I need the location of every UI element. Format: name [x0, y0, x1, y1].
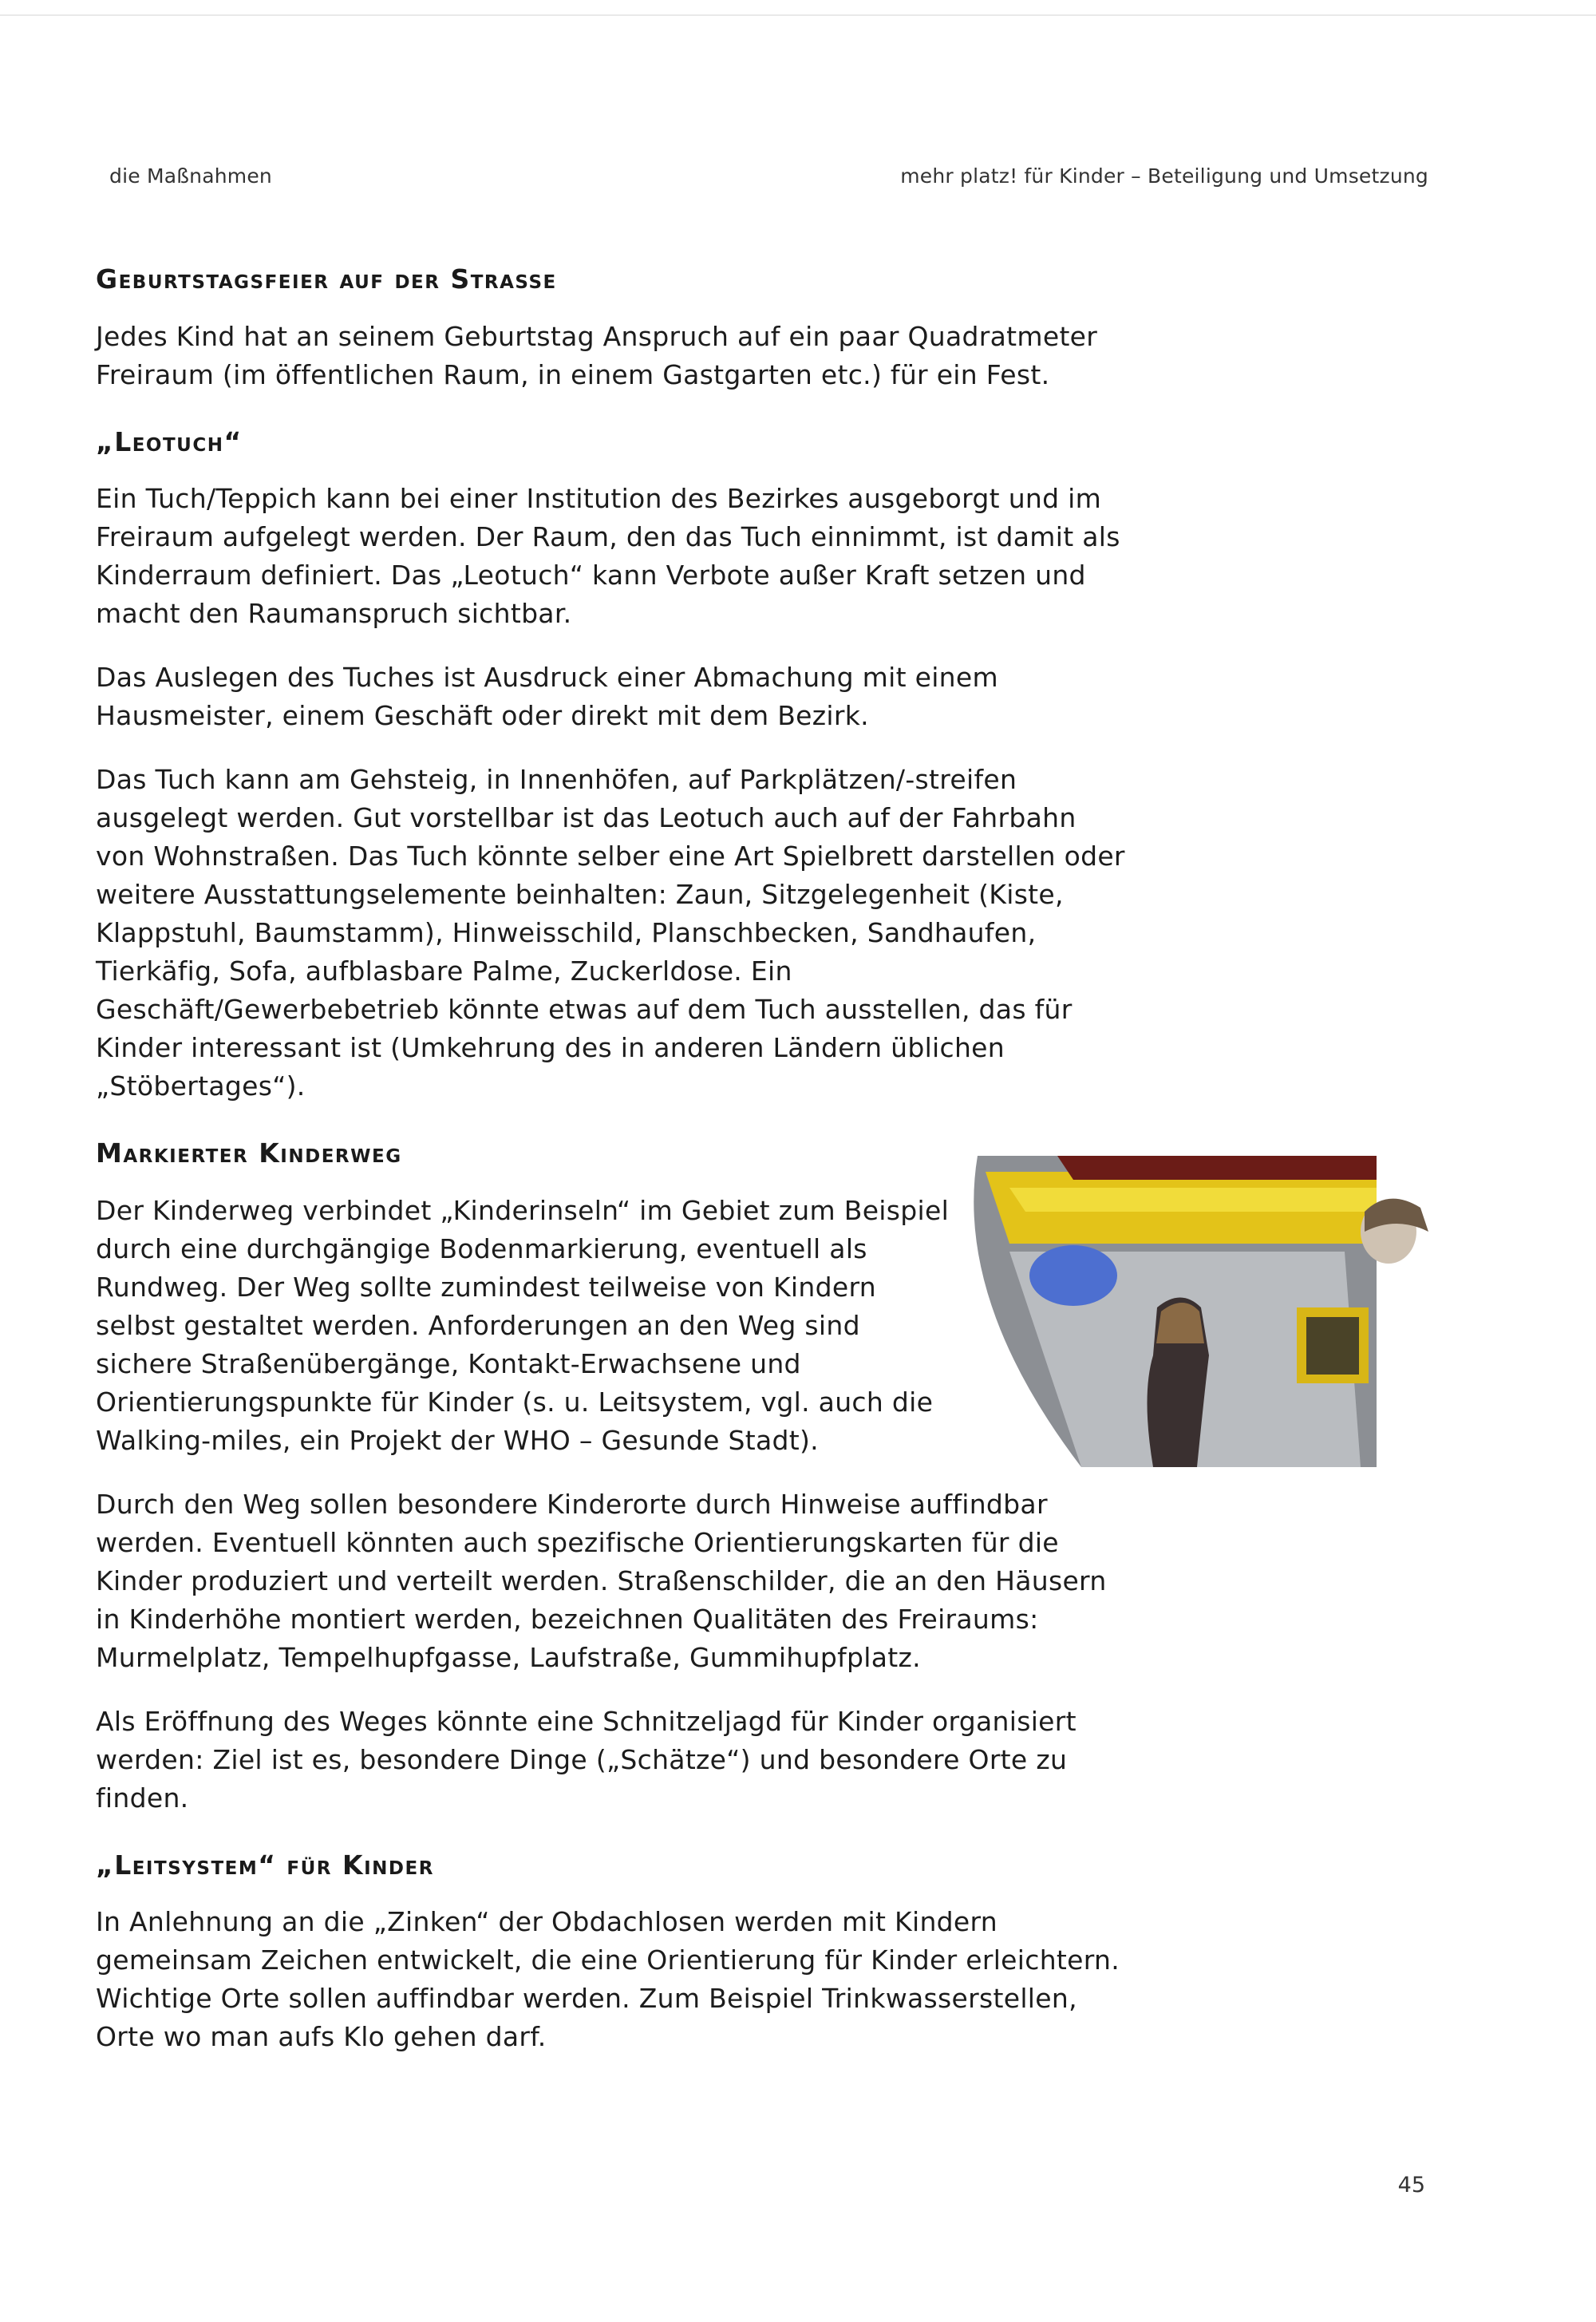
section-leitsystem: [96, 1849, 1125, 2057]
page-number: 45: [1397, 2173, 1425, 2197]
section-geburtstagsfeier: [96, 263, 1125, 394]
paragraph: Das Auslegen des Tuches ist Ausdruck einer Abmachung mit einem Hausmeister, einem Geschäft oder direkt mit dem Bezirk.: [96, 662, 998, 732]
section-leotuch: [96, 426, 1125, 1106]
paragraph: Durch den Weg sollen besondere Kinderorte durch Hinweise auffindbar werden. Eventuell könnten auch spezifische Orientierungskarten für die Kinder produziert und verteilt werden. Straßenschilder, die an den Häusern in Kinderhöhe montiert werden, bezeichnen Qualitäten des Freiraums: Murmelplatz, Tempelhupfgasse, Laufstraße, Gummihupfplatz.: [96, 1488, 1107, 1673]
paragraph: Der Kinderweg verbindet „Kinderinseln“ im Gebiet zum Beispiel durch eine durchgängige Bodenmarkierung, eventuell als Rundweg. Der Weg sollte zumindest teilweise von Kindern selbst gestaltet werden. Anforderungen an den Weg sind sichere Straßenübergänge, Kontakt-Erwachsene und Orientierungspunkte für Kinder (s. u. Leitsystem, vgl. auch die Walking-miles, ein Projekt der WHO – Gesunde Stadt).: [96, 1194, 950, 1456]
section-heading: „Leitsystem“ für Kinder: [96, 1849, 434, 1881]
photo-child-painting-wall: [962, 1156, 1434, 1467]
running-header-left: die Maßnahmen: [109, 164, 272, 188]
blue-paint-shape: [1029, 1245, 1117, 1306]
section-heading: „Leotuch“: [96, 425, 243, 457]
running-header-right: mehr platz! für Kinder – Beteiligung und Umsetzung: [900, 164, 1428, 188]
vent-grille: [1306, 1317, 1359, 1375]
paragraph: Das Tuch kann am Gehsteig, in Innenhöfen, auf Parkplätzen/-streifen ausgelegt werden. Gut vorstellbar ist das Leotuch auch auf der Fahrbahn von Wohnstraßen. Das Tuch könnte selber eine Art Spielbrett darstellen oder weitere Ausstattungselemente beinhalten: Zaun, Sitzgelegenheit (Kiste, Klappstuhl, Baumstamm), Hinweisschild, Planschbecken, Sandhaufen, Tierkäfig, Sofa, aufblasbare Palme, Zuckerldose. Ein Geschäft/Gewerbebetrieb könnte etwas auf dem Tuch ausstellen, das für Kinder interessant ist (Umkehrung des in anderen Ländern üblichen „Stöbertages“).: [96, 764, 1125, 1102]
yellow-beam-highlight: [1009, 1188, 1377, 1212]
paragraph: Ein Tuch/Teppich kann bei einer Institution des Bezirkes ausgeborgt und im Freiraum aufgelegt werden. Der Raum, den das Tuch einnimmt, ist damit als Kinderraum definiert. Das „Leotuch“ kann Verbote außer Kraft setzen und macht den Raumanspruch sichtbar.: [96, 483, 1120, 630]
top-rule: [0, 14, 1596, 16]
paragraph: Jedes Kind hat an seinem Geburtstag Anspruch auf ein paar Quadratmeter Freiraum (im öffentlichen Raum, in einem Gastgarten etc.) für ein Fest.: [96, 320, 1098, 390]
red-beam: [1057, 1156, 1377, 1180]
paragraph: In Anlehnung an die „Zinken“ der Obdachlosen werden mit Kindern gemeinsam Zeichen entwickelt, die eine Orientierung für Kinder erleichtern. Wichtige Orte sollen auffindbar werden. Zum Beispiel Trinkwasserstellen, Orte wo man aufs Klo gehen darf.: [96, 1906, 1120, 2053]
section-heading: Geburtstagsfeier auf der Strasse: [96, 263, 557, 295]
section-heading: Markierter Kinderweg: [96, 1137, 402, 1169]
paragraph: Als Eröffnung des Weges könnte eine Schnitzeljagd für Kinder organisiert werden: Ziel ist es, besondere Dinge („Schätze“) und besondere Orte zu finden.: [96, 1705, 1077, 1814]
